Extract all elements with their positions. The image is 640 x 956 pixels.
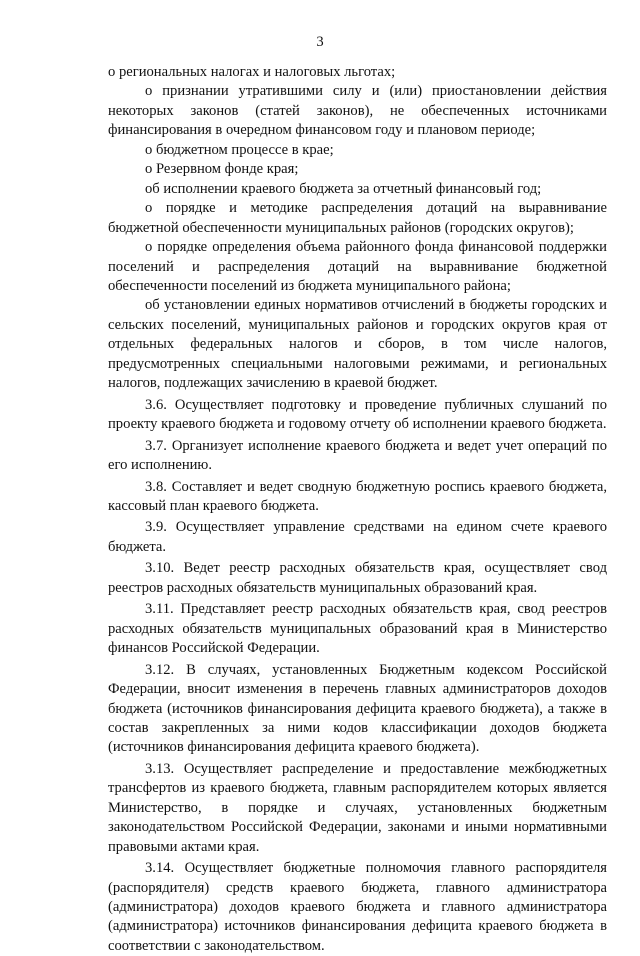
paragraph: о порядке и методике распределения дотаций на выравнивание бюджетной обеспеченности муниципальных районов (городских округов); — [108, 200, 607, 236]
paragraph: о порядке определения объема районного фонда финансовой поддержки поселений и распределения дотаций на выравнивание бюджетной обеспеченности поселений из бюджета муниципального района; — [108, 239, 607, 294]
paragraph: о признании утратившими силу и (или) приостановлении действия некоторых законов (статей законов), не обеспеченных источниками финансирования в очередном финансовом году и плановом периоде; — [108, 83, 607, 139]
paragraph: о бюджетном процессе в крае; — [145, 141, 334, 158]
paragraph: о региональных налогах и налоговых льготах; — [108, 64, 396, 80]
document-body — [108, 63, 607, 956]
paragraph: о Резервном фонде края; — [145, 161, 299, 178]
clause-3-10: 3.10. Ведет реестр расходных обязательств края, осуществляет свод реестров расходных обязательств муниципальных образований края. — [108, 560, 607, 596]
paragraph: об установлении единых нормативов отчислений в бюджеты городских и сельских поселений, муниципальных районов и городских округов края от отдельных федеральных налогов и сборов, в том числе налогов, предусмотренных специальными налоговыми режимами, и региональных налогов, подлежащих зачислению в краевой бюджет. — [108, 297, 607, 392]
paragraph: об исполнении краевого бюджета за отчетный финансовый год; — [145, 180, 542, 197]
clause-3-12: 3.12. В случаях, установленных Бюджетным кодексом Российской Федерации, вносит изменения в перечень главных администраторов доходов бюджета (источников финансирования дефицита краевого бюджета), а также в состав закрепленных за ними кодов классификации доходов бюджета (источников финансирования дефицита краевого бюджета). — [108, 661, 607, 756]
page-number: 3 — [316, 34, 324, 50]
clause-3-13: 3.13. Осуществляет распределение и предоставление межбюджетных трансфертов из краевого бюджета, главным распорядителем которых является Министерство, в порядке и случаях, установленных бюджетным законодательством Российской Федерации, законами и иными нормативными правовыми актами края. — [108, 760, 607, 855]
clause-3-11: 3.11. Представляет реестр расходных обязательств края, свод реестров расходных обязательств муниципальных образований края в Министерство финансов Российской Федерации. — [108, 601, 607, 657]
clause-3-9: 3.9. Осуществляет управление средствами на едином счете краевого бюджета. — [108, 519, 607, 555]
clause-3-6: 3.6. Осуществляет подготовку и проведение публичных слушаний по проекту краевого бюджета и годовому отчету об исполнении краевого бюджета. — [108, 396, 607, 433]
clause-3-8: 3.8. Составляет и ведет сводную бюджетную роспись краевого бюджета, кассовый план краевого бюджета. — [108, 478, 607, 514]
clause-3-7: 3.7. Организует исполнение краевого бюджета и ведет учет операций по его исполнению. — [108, 437, 607, 474]
clause-3-14: 3.14. Осуществляет бюджетные полномочия главного распорядителя (распорядителя) средств краевого бюджета, главного администратора (администратора) доходов краевого бюджета и главного администратора (администратора) источников финансирования дефицита краевого бюджета в соответствии с законодательством. — [108, 860, 607, 954]
